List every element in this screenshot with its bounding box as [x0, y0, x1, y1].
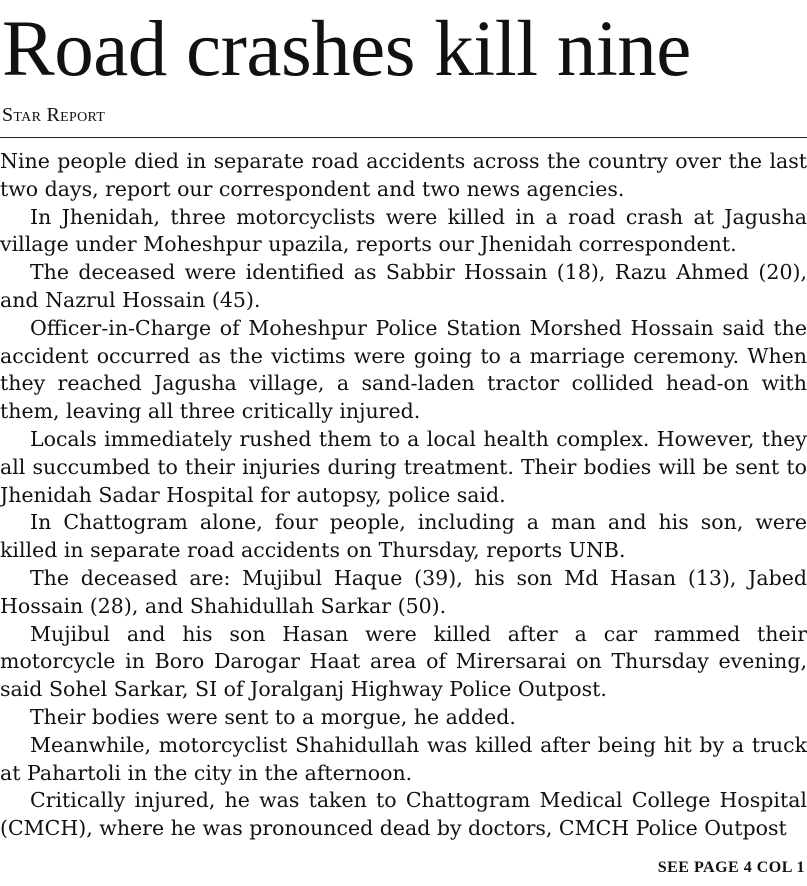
- paragraph: Locals immediately rushed them to a local health complex. However, they all succumbed to their injuries during treatment. Their bodies will be sent to Jhenidah Sadar Hospital for autopsy, police said.: [0, 426, 807, 507]
- paragraph: Their bodies were sent to a morgue, he added.: [30, 704, 516, 729]
- paragraph: Critically injured, he was taken to Chattogram Medical College Hospital (CMCH), where he was pronounced dead by doctors, CMCH Police Outpost: [0, 788, 807, 841]
- paragraph: In Chattogram alone, four people, including a man and his son, were killed in separate road accidents on Thursday, reports UNB.: [0, 510, 807, 563]
- headline: Road crashes kill nine: [2, 6, 691, 93]
- paragraph: Officer-in-Charge of Moheshpur Police Station Morshed Hossain said the accident occurred as the victims were going to a marriage ceremony. When they reached Jagusha village, a sand-laden tractor collided head-on with them, leaving all three critically injured.: [0, 315, 807, 424]
- paragraph: Mujibul and his son Hasan were killed after a car rammed their motorcycle in Boro Darogar Haat area of Mirersarai on Thursday evening, said Sohel Sarkar, SI of Joralganj Highway Police Outpost.: [0, 621, 807, 702]
- paragraph: The deceased are: Mujibul Haque (39), his son Md Hasan (13), Jabed Hossain (28), and Shahidullah Sarkar (50).: [0, 565, 807, 618]
- paragraph: Nine people died in separate road accidents across the country over the last two days, report our correspondent and two news agencies.: [0, 149, 807, 201]
- continuation-jump-line: SEE PAGE 4 COL 1: [657, 859, 805, 876]
- article-body: [0, 148, 807, 843]
- byline: Star Report: [2, 104, 106, 126]
- paragraph: In Jhenidah, three motorcyclists were killed in a road crash at Jagusha village under Moheshpur upazila, reports our Jhenidah correspondent.: [0, 204, 807, 257]
- divider-rule: [0, 137, 807, 138]
- paragraph: Meanwhile, motorcyclist Shahidullah was killed after being hit by a truck at Pahartoli in the city in the afternoon.: [0, 732, 807, 785]
- paragraph: The deceased were identified as Sabbir Hossain (18), Razu Ahmed (20), and Nazrul Hossain (45).: [0, 260, 807, 312]
